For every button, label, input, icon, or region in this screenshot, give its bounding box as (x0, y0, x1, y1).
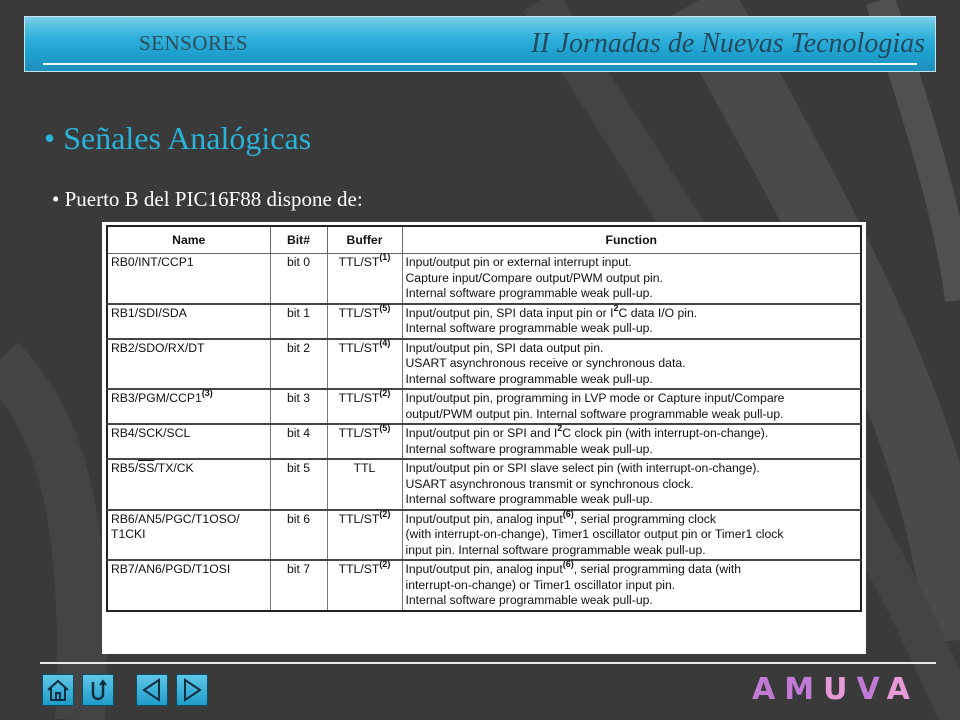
next-icon (177, 675, 207, 705)
bit-number: bit 2 (270, 339, 327, 390)
table-header-row (107, 226, 861, 254)
table-row (107, 424, 861, 459)
buffer-type: TTL/ST$^{(5)}$ (327, 304, 402, 339)
bit-number: bit 1 (270, 304, 327, 339)
previous-slide-button[interactable] (136, 674, 168, 706)
table-row (107, 254, 861, 304)
table-row (107, 510, 861, 561)
logo-letter: A (752, 672, 785, 707)
pin-name: RB3/PGM/CCP1$^{(3)}$ (107, 389, 270, 424)
pin-function: Input/output pin or external interrupt input. Capture input/Compare output/PWM output pin. Internal software programmable weak pull-up. (402, 254, 861, 304)
bit-number: bit 4 (270, 424, 327, 459)
bit-number: bit 7 (270, 560, 327, 611)
pin-function: Input/output pin, programming in LVP mode or Capture input/Compare output/PWM output pin. Internal software programmable weak pull-up. (402, 389, 861, 424)
pin-name: RB2/SDO/RX/DT (107, 339, 270, 390)
header-section-label: SENSORES (139, 31, 249, 55)
home-button[interactable] (42, 674, 74, 706)
col-header-buffer: Buffer (327, 226, 402, 254)
buffer-type: TTL/ST$^{(5)}$ (327, 424, 402, 459)
header-event-title: II Jornadas de Nuevas Tecnologias (530, 28, 925, 59)
slide-title: • Señales Analógicas (44, 120, 312, 156)
col-header-bit: Bit# (270, 226, 327, 254)
slide-header (24, 16, 936, 72)
pin-function: Input/output pin, analog input$^{(6)}$, serial programming clock (with interrupt-on-change), Timer1 oscillator output pin or Timer1 clock input pin. Internal software programmable weak pull-up. (402, 510, 861, 561)
pin-name: RB1/SDI/SDA (107, 304, 270, 339)
portb-table-image (102, 222, 866, 654)
pin-name: RB0/INT/CCP1 (107, 254, 270, 304)
table-row (107, 304, 861, 339)
next-slide-button[interactable] (176, 674, 208, 706)
buffer-type: TTL/ST$^{(2)}$ (327, 389, 402, 424)
buffer-type: TTL/ST$^{(1)}$ (327, 254, 402, 304)
portb-function-table (106, 225, 862, 612)
col-header-function: Function (402, 226, 861, 254)
table-row (107, 459, 861, 510)
pin-name: $RB5/\overline{SS}/TX/CK$ (107, 459, 270, 510)
buffer-type: TTL (327, 459, 402, 510)
logo-letter: A (886, 672, 919, 707)
amuva-logo (752, 672, 919, 707)
pin-function: Input/output pin or SPI and $I^2C$ clock pin (with interrupt-on-change). Internal software programmable weak pull-up. (402, 424, 861, 459)
buffer-type: TTL/ST$^{(2)}$ (327, 510, 402, 561)
pin-name: RB6/AN5/PGC/T1OSO/ T1CKI (107, 510, 270, 561)
table-row (107, 560, 861, 611)
return-button[interactable] (82, 674, 114, 706)
buffer-type: TTL/ST$^{(2)}$ (327, 560, 402, 611)
bit-number: bit 6 (270, 510, 327, 561)
previous-icon (137, 675, 167, 705)
pin-name: RB7/AN6/PGD/T1OSI (107, 560, 270, 611)
pin-function: Input/output pin, SPI data input pin or $I^2C$ data I/O pin. Internal software programmable weak pull-up. (402, 304, 861, 339)
buffer-type: TTL/ST$^{(4)}$ (327, 339, 402, 390)
home-icon (43, 675, 73, 705)
bit-number: bit 3 (270, 389, 327, 424)
logo-letter: U (823, 672, 857, 707)
footer-rule (40, 662, 936, 664)
header-rule (43, 63, 917, 65)
bit-number: bit 5 (270, 459, 327, 510)
bit-number: bit 0 (270, 254, 327, 304)
table-row (107, 339, 861, 390)
logo-letter: M (784, 672, 824, 707)
slide-subtitle: • Puerto B del PIC16F88 dispone de: (52, 187, 363, 211)
logo-letter: V (856, 672, 887, 707)
pin-function: Input/output pin or SPI slave select pin (with interrupt-on-change). USART asynchronous transmit or synchronous clock. Internal software programmable weak pull-up. (402, 459, 861, 510)
col-header-name: Name (107, 226, 270, 254)
pin-function: Input/output pin, analog input$^{(6)}$, serial programming data (with interrupt-on-change) or Timer1 oscillator input pin. Internal software programmable weak pull-up. (402, 560, 861, 611)
pin-function: Input/output pin, SPI data output pin. USART asynchronous receive or synchronous data. Internal software programmable weak pull-up. (402, 339, 861, 390)
table-row (107, 389, 861, 424)
return-icon (83, 675, 113, 705)
pin-name: RB4/SCK/SCL (107, 424, 270, 459)
